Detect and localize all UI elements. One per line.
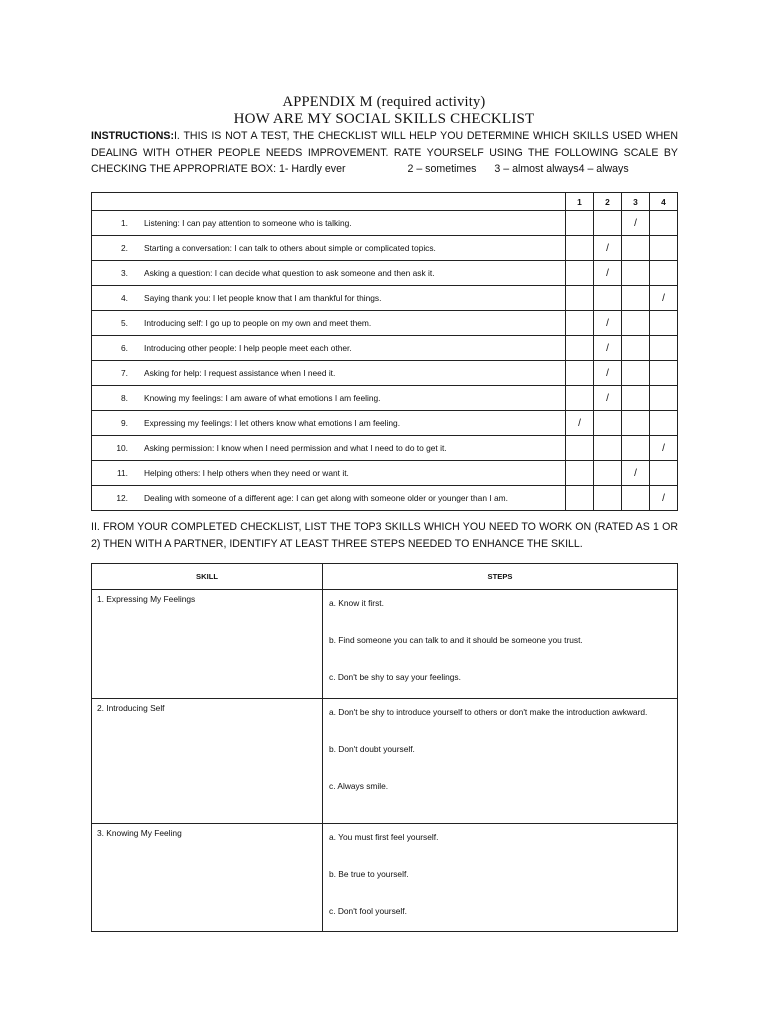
rating-box-4[interactable] [650,386,678,411]
scale-3-4: 3 – almost always4 – always [494,163,629,175]
checklist-row [92,461,678,486]
checklist-row [92,286,678,311]
rating-box-3[interactable] [622,386,650,411]
rating-box-3[interactable] [622,336,650,361]
rating-box-2[interactable] [594,461,622,486]
rating-box-1[interactable] [566,386,594,411]
checklist-row [92,386,678,411]
rating-box-3[interactable] [622,436,650,461]
rating-box-2[interactable] [594,486,622,511]
rating-box-3[interactable] [622,261,650,286]
rating-box-1[interactable] [566,261,594,286]
rating-box-4[interactable]: / [650,486,678,511]
item-text: Listening: I can pay attention to someone who is talking. [136,211,566,236]
rating-box-2[interactable]: / [594,336,622,361]
step-text: a. Don't be shy to introduce yourself to others or don't make the introduction awkward. [329,707,648,717]
checklist-row [92,211,678,236]
item-number: 11. [92,461,137,486]
rating-box-4[interactable] [650,211,678,236]
step-text: c. Don't fool yourself. [329,906,407,916]
step-text: b. Find someone you can talk to and it should be someone you trust. [329,635,583,645]
instructions [91,128,678,178]
item-number: 2. [92,236,137,261]
rating-box-2[interactable]: / [594,386,622,411]
rating-box-3[interactable]: / [622,211,650,236]
step-text: a. You must first feel yourself. [329,832,439,842]
rating-box-2[interactable]: / [594,311,622,336]
rating-box-1[interactable] [566,286,594,311]
rating-box-3[interactable]: / [622,461,650,486]
item-number: 6. [92,336,137,361]
checklist-title: HOW ARE MY SOCIAL SKILLS CHECKLIST [233,111,535,127]
rating-box-3[interactable] [622,486,650,511]
checklist-body [92,211,678,511]
step-text: a. Know it first. [329,598,384,608]
rating-box-1[interactable] [566,336,594,361]
rating-box-1[interactable] [566,436,594,461]
checklist-row [92,261,678,286]
item-number: 4. [92,286,137,311]
rating-box-4[interactable] [650,336,678,361]
steps-column-header: STEPS [323,564,678,590]
skills-checklist-table [91,192,678,511]
item-text: Introducing self: I go up to people on my own and meet them. [136,311,566,336]
item-number: 8. [92,386,137,411]
rating-box-1[interactable] [566,311,594,336]
skill-row [92,699,678,824]
rating-header: 4 [650,193,678,211]
skill-steps-table [91,563,678,932]
item-text: Saying thank you: I let people know that I am thankful for things. [136,286,566,311]
item-text: Asking a question: I can decide what question to ask someone and then ask it. [136,261,566,286]
rating-box-2[interactable] [594,211,622,236]
instructions-text: I. THIS IS NOT A TEST, THE CHECKLIST WILL HELP YOU DETERMINE WHICH SKILLS USED WHEN DEALING WITH OTHER PEOPLE NEEDS IMPROVEMENT. RATE YOURSELF USING THE FOLLOWING SCALE BY CHECKING THE APPROPRIATE BOX: 1- Hardly ever [91,130,678,175]
rating-box-1[interactable]: / [566,411,594,436]
rating-box-2[interactable] [594,411,622,436]
item-text: Asking permission: I know when I need permission and what I need to do to get it. [136,436,566,461]
rating-box-1[interactable] [566,211,594,236]
rating-box-4[interactable]: / [650,436,678,461]
rating-header: 3 [622,193,650,211]
checklist-row [92,236,678,261]
checklist-row [92,411,678,436]
step-text: c. Don't be shy to say your feelings. [329,672,461,682]
checklist-row [92,336,678,361]
skills-header-row [92,564,678,590]
skill-row [92,824,678,932]
item-number: 10. [92,436,137,461]
rating-box-1[interactable] [566,361,594,386]
checklist-row [92,361,678,386]
item-number: 9. [92,411,137,436]
rating-box-3[interactable] [622,311,650,336]
checklist-row [92,436,678,461]
rating-box-4[interactable] [650,236,678,261]
checklist-row [92,486,678,511]
item-text: Introducing other people: I help people meet each other. [136,336,566,361]
rating-box-3[interactable] [622,361,650,386]
rating-box-4[interactable] [650,411,678,436]
item-number: 3. [92,261,137,286]
skill-cell: 1. Expressing My Feelings [92,590,323,699]
item-number: 1. [92,211,137,236]
item-text: Expressing my feelings: I let others know what emotions I am feeling. [136,411,566,436]
step-text: b. Be true to yourself. [329,869,409,879]
step-text: b. Don't doubt yourself. [329,744,415,754]
steps-cell [323,590,678,699]
rating-header: 1 [566,193,594,211]
rating-header: 2 [594,193,622,211]
rating-box-4[interactable]: / [650,286,678,311]
item-number: 5. [92,311,137,336]
rating-box-4[interactable] [650,311,678,336]
rating-box-4[interactable] [650,461,678,486]
rating-box-3[interactable] [622,411,650,436]
rating-box-2[interactable]: / [594,361,622,386]
rating-box-2[interactable]: / [594,261,622,286]
checklist-header-blank [92,193,566,211]
skill-cell: 3. Knowing My Feeling [92,824,323,932]
rating-box-3[interactable] [622,286,650,311]
skill-row [92,590,678,699]
rating-box-1[interactable] [566,236,594,261]
part2-instructions: II. FROM YOUR COMPLETED CHECKLIST, LIST THE TOP3 SKILLS WHICH YOU NEED TO WORK ON (RATED AS 1 OR 2) THEN WITH A PARTNER, IDENTIFY AT LEAST THREE STEPS NEEDED TO ENHANCE THE SKILL. [91,521,678,550]
skill-column-header: SKILL [92,564,323,590]
item-text: Knowing my feelings: I am aware of what emotions I am feeling. [136,386,566,411]
rating-box-2[interactable]: / [594,236,622,261]
checklist-header-row [92,193,678,211]
rating-box-2[interactable] [594,436,622,461]
step-text: c. Always smile. [329,781,389,791]
skill-cell: 2. Introducing Self [92,699,323,824]
instructions-label: INSTRUCTIONS: [91,130,174,142]
steps-cell [323,824,678,932]
rating-box-4[interactable] [650,361,678,386]
scale-2: 2 – sometimes [407,163,477,175]
rating-box-1[interactable] [566,486,594,511]
rating-box-4[interactable] [650,261,678,286]
appendix-title: APPENDIX M (required activity) [282,94,486,110]
item-text: Starting a conversation: I can talk to others about simple or complicated topics. [136,236,566,261]
item-text: Dealing with someone of a different age: I can get along with someone older or younger than I am. [136,486,566,511]
rating-box-3[interactable] [622,236,650,261]
rating-box-2[interactable] [594,286,622,311]
item-number: 12. [92,486,137,511]
item-text: Asking for help: I request assistance when I need it. [136,361,566,386]
item-text: Helping others: I help others when they need or want it. [136,461,566,486]
rating-box-1[interactable] [566,461,594,486]
steps-cell [323,699,678,824]
checklist-row [92,311,678,336]
item-number: 7. [92,361,137,386]
